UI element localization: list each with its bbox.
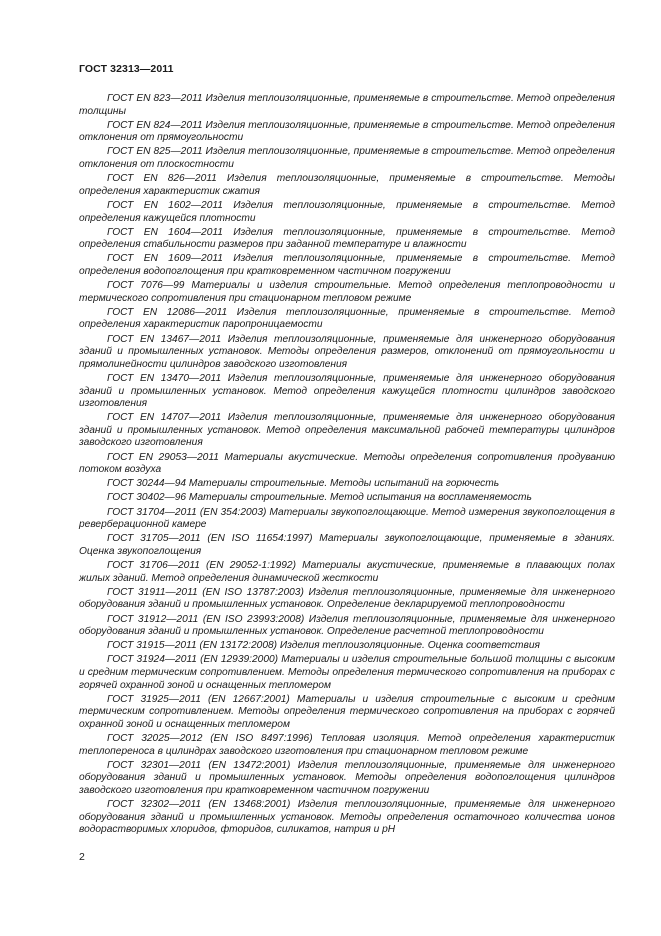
reference-item: ГОСТ EN 1609—2011 Изделия теплоизоляционные, применяемые в строительстве. Метод определения водопоглощения при кратковременном частичном погружении xyxy=(79,253,615,277)
reference-item: ГОСТ EN 826—2011 Изделия теплоизоляционные, применяемые в строительстве. Методы определения характеристик сжатия xyxy=(79,173,615,197)
page-header-standard-id: ГОСТ 32313—2011 xyxy=(79,63,174,75)
reference-item: ГОСТ EN 13470—2011 Изделия теплоизоляционные, применяемые для инженерного оборудования зданий и промышленных установок. Метод определения кажущейся плотности цилиндров заводского изготовления xyxy=(79,372,615,410)
reference-item: ГОСТ 30244—94 Материалы строительные. Методы испытаний на горючесть xyxy=(107,478,500,490)
reference-item: ГОСТ 31705—2011 (EN ISO 11654:1997) Материалы звукопоглощающие, применяемые в зданиях. Оценка звукопоглощения xyxy=(79,533,615,557)
reference-item: ГОСТ 31912—2011 (EN ISO 23993:2008) Изделия теплоизоляционные, применяемые для инженерного оборудования зданий и промышленных установок. Определение расчетной теплопроводности xyxy=(79,613,615,638)
reference-item: ГОСТ EN 824—2011 Изделия теплоизоляционные, применяемые в строительстве. Метод определения отклонения от прямоугольности xyxy=(79,119,615,144)
reference-item: ГОСТ EN 823—2011 Изделия теплоизоляционные, применяемые в строительстве. Метод определения толщины xyxy=(79,93,615,117)
reference-item: ГОСТ 32301—2011 (EN 13472:2001) Изделия теплоизоляционные, применяемые для инженерного оборудования зданий и промышленных установок. Методы определения водопоглощения цилиндров заводского изготовления при кратковременном частичном погружении xyxy=(79,759,615,796)
reference-item: ГОСТ 32025—2012 (EN ISO 8497:1996) Тепловая изоляция. Метод определения характеристик теплопереноса в цилиндрах заводского изготовления при стационарном тепловом режиме xyxy=(79,733,615,757)
reference-item: ГОСТ EN 1602—2011 Изделия теплоизоляционные, применяемые в строительстве. Метод определения кажущейся плотности xyxy=(79,199,615,224)
reference-item: ГОСТ EN 13467—2011 Изделия теплоизоляционные, применяемые для инженерного оборудования зданий и промышленных установок. Методы определения размеров, отклонений от прямоугольности и прямолинейности цилиндров заводского изготовления xyxy=(79,333,615,370)
reference-item: ГОСТ EN 1604—2011 Изделия теплоизоляционные, применяемые в строительстве. Метод определения стабильности размеров при заданной температуре и влажности xyxy=(79,226,615,251)
reference-item: ГОСТ EN 12086—2011 Изделия теплоизоляционные, применяемые в строительстве. Метод определения характеристик паропроницаемости xyxy=(79,306,615,331)
reference-item: ГОСТ 31911—2011 (EN ISO 13787:2003) Изделия теплоизоляционные, применяемые для инженерного оборудования зданий и промышленных установок. Определение декларируемой теплопроводности xyxy=(79,586,615,611)
reference-item: ГОСТ 30402—96 Материалы строительные. Метод испытания на воспламеняемость xyxy=(107,492,532,504)
reference-item: ГОСТ 31915—2011 (EN 13172:2008) Изделия теплоизоляционные. Оценка соответствия xyxy=(107,640,540,652)
reference-item: ГОСТ 31706—2011 (EN 29052-1:1992) Материалы акустические, применяемые в плавающих полах жилых зданий. Метод определения динамической жесткости xyxy=(79,560,615,584)
reference-item: ГОСТ 31925—2011 (EN 12667:2001) Материалы и изделия строительные с высоким и средним термическим сопротивлением. Методы определения термического сопротивления на приборах с горячей охранной зоной и оснащенных тепломером xyxy=(79,693,615,730)
normative-references-list xyxy=(79,93,615,838)
page-number: 2 xyxy=(79,851,85,863)
reference-item: ГОСТ 31924—2011 (EN 12939:2000) Материалы и изделия строительные большой толщины с высоким и средним термическим сопротивлением. Методы определения термического сопротивления на приборах с горячей охранной зоной и оснащенных тепломером xyxy=(79,654,615,691)
reference-item: ГОСТ EN 29053—2011 Материалы акустические. Методы определения сопротивления продуванию потоком воздуха xyxy=(79,451,615,476)
reference-item: ГОСТ EN 825—2011 Изделия теплоизоляционные, применяемые в строительстве. Метод определения отклонения от плоскостности xyxy=(79,146,615,171)
reference-item: ГОСТ EN 14707—2011 Изделия теплоизоляционные, применяемые для инженерного оборудования зданий и промышленных установок. Метод определения максимальной рабочей температуры цилиндров заводского изготовления xyxy=(79,412,615,449)
reference-item: ГОСТ 7076—99 Материалы и изделия строительные. Метод определения теплопроводности и термического сопротивления при стационарном тепловом режиме xyxy=(79,280,615,304)
reference-item: ГОСТ 31704—2011 (EN 354:2003) Материалы звукопоглощающие. Метод измерения звукопоглощения в реверберационной камере xyxy=(79,506,615,531)
reference-item: ГОСТ 32302—2011 (EN 13468:2001) Изделия теплоизоляционные, применяемые для инженерного оборудования зданий и промышленных установок. Методы определения остаточного количества ионов водорастворимых хлоридов, фторидов, силикатов, натрия и pH xyxy=(79,799,615,836)
